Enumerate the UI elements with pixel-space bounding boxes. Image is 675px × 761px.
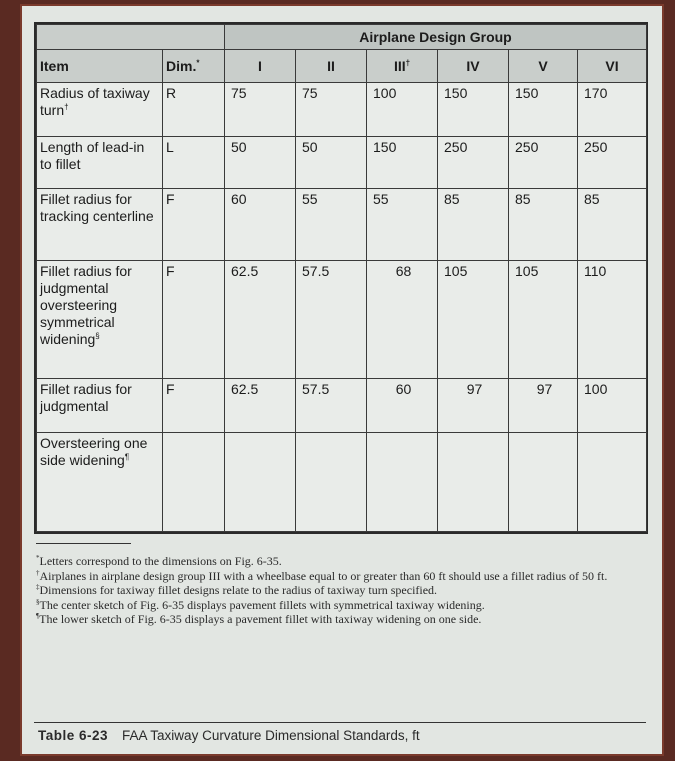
- caption-text: FAA Taxiway Curvature Dimensional Standards, ft: [122, 728, 420, 743]
- row-item: Radius of taxiway turn†: [37, 83, 163, 137]
- cell-value: 68: [367, 261, 438, 379]
- row-dim: F: [163, 261, 225, 379]
- footnote: §The center sketch of Fig. 6-35 displays pavement fillets with symmetrical taxiway widening.: [36, 597, 485, 612]
- dim-header: Dim.*: [163, 50, 225, 83]
- table-row: [37, 261, 647, 379]
- table-row: [37, 189, 647, 261]
- footnote: ‡Dimensions for taxiway fillet designs relate to the radius of taxiway turn specified.: [36, 583, 438, 598]
- group-col: I: [225, 50, 296, 83]
- footnote-divider: [36, 543, 131, 544]
- cell-value: 100: [578, 379, 647, 433]
- row-dim: F: [163, 379, 225, 433]
- cell-value: 250: [509, 137, 578, 189]
- cell-value: 150: [509, 83, 578, 137]
- cell-value: 60: [225, 189, 296, 261]
- header-blank: [37, 25, 225, 50]
- cell-value: 105: [509, 261, 578, 379]
- standards-table: [34, 22, 648, 534]
- cell-value: [578, 433, 647, 532]
- cell-value: [367, 433, 438, 532]
- footnote: *Letters correspond to the dimensions on Fig. 6-35.: [36, 554, 282, 568]
- cell-value: 50: [296, 137, 367, 189]
- cell-value: 250: [578, 137, 647, 189]
- table-row: [37, 83, 647, 137]
- cell-value: 75: [225, 83, 296, 137]
- group-col: VI: [578, 50, 647, 83]
- cell-value: 60: [367, 379, 438, 433]
- cell-value: [438, 433, 509, 532]
- cell-value: 170: [578, 83, 647, 137]
- cell-value: 150: [367, 137, 438, 189]
- cell-value: 62.5: [225, 261, 296, 379]
- item-header: Item: [37, 50, 163, 83]
- row-dim: L: [163, 137, 225, 189]
- cell-value: [509, 433, 578, 532]
- footnote: ¶The lower sketch of Fig. 6-35 displays a pavement fillet with taxiway widening on one side.: [36, 612, 482, 627]
- table-row: [37, 433, 647, 532]
- cell-value: 97: [438, 379, 509, 433]
- group-col: III†: [367, 50, 438, 83]
- row-item: Length of lead-in to fillet: [37, 137, 163, 189]
- caption-divider: [34, 722, 646, 723]
- cell-value: 105: [438, 261, 509, 379]
- column-header-row: [37, 50, 647, 83]
- table-row: [37, 137, 647, 189]
- page: [22, 6, 662, 754]
- cell-value: 57.5: [296, 261, 367, 379]
- group-col: IV: [438, 50, 509, 83]
- row-dim: [163, 433, 225, 532]
- cell-value: 55: [367, 189, 438, 261]
- cell-value: 85: [509, 189, 578, 261]
- cell-value: 62.5: [225, 379, 296, 433]
- cell-value: 150: [438, 83, 509, 137]
- group-header: Airplane Design Group: [225, 25, 647, 50]
- cell-value: [225, 433, 296, 532]
- row-dim: F: [163, 189, 225, 261]
- footnote: †Airplanes in airplane design group III with a wheelbase equal to or greater than 60 ft should use a fillet radius of 50 ft.: [36, 568, 608, 583]
- cell-value: [296, 433, 367, 532]
- cell-value: 85: [438, 189, 509, 261]
- table-caption: [38, 728, 420, 743]
- footnotes: [36, 554, 648, 627]
- group-col: II: [296, 50, 367, 83]
- cell-value: 50: [225, 137, 296, 189]
- cell-value: 250: [438, 137, 509, 189]
- row-item: Fillet radius for tracking centerline: [37, 189, 163, 261]
- cell-value: 57.5: [296, 379, 367, 433]
- group-col: V: [509, 50, 578, 83]
- row-dim: R: [163, 83, 225, 137]
- table-row: [37, 379, 647, 433]
- row-item: Fillet radius for judgmental: [37, 379, 163, 433]
- row-item: Oversteering one side widening¶: [37, 433, 163, 532]
- cell-value: 55: [296, 189, 367, 261]
- cell-value: 97: [509, 379, 578, 433]
- cell-value: 75: [296, 83, 367, 137]
- row-item: Fillet radius for judgmental oversteering symmetrical widening§: [37, 261, 163, 379]
- cell-value: 100: [367, 83, 438, 137]
- cell-value: 110: [578, 261, 647, 379]
- caption-label: Table 6-23: [38, 728, 109, 743]
- cell-value: 85: [578, 189, 647, 261]
